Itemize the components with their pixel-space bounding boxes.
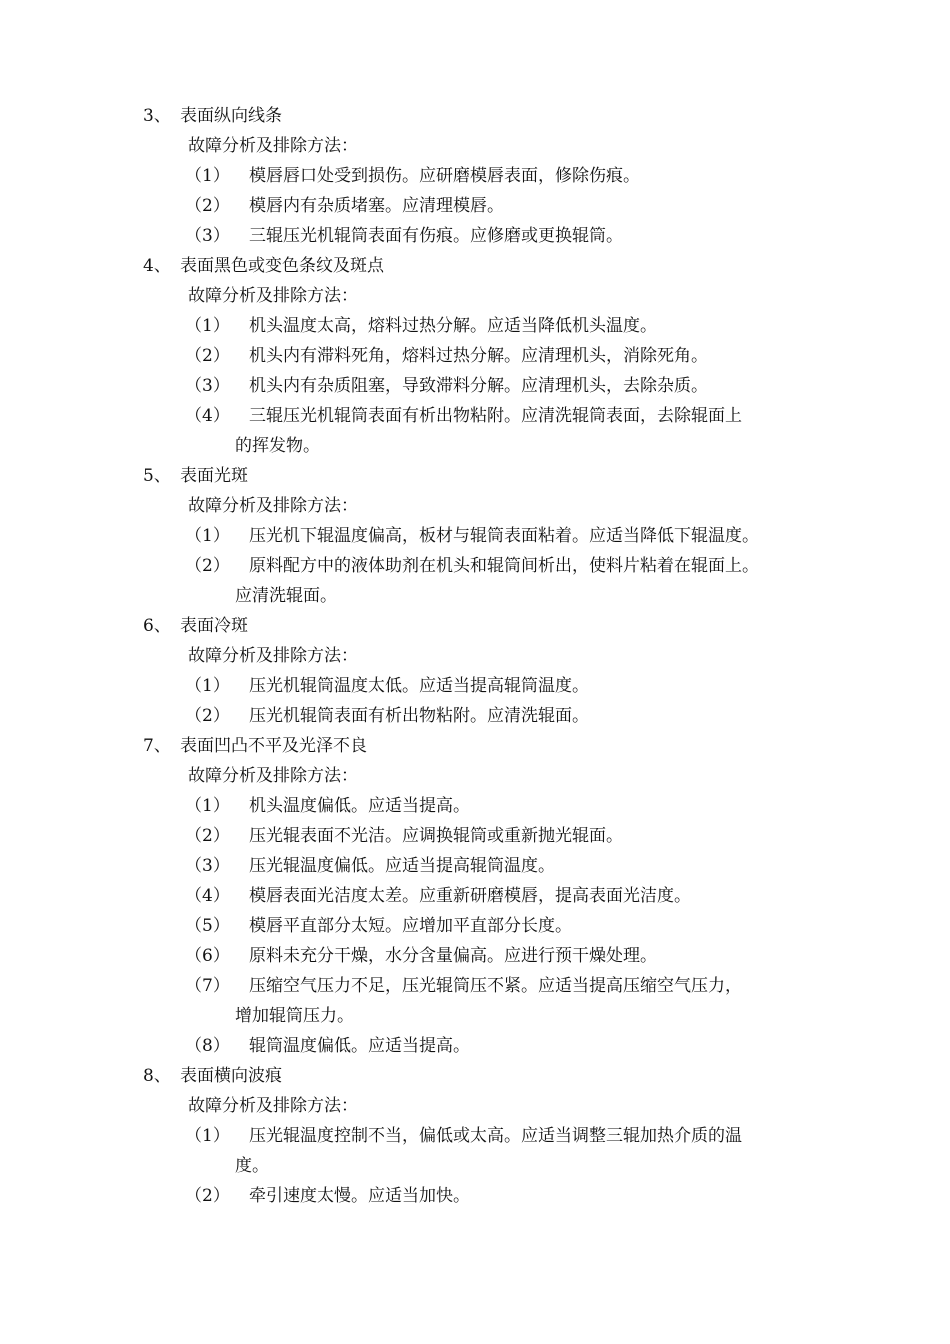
list-item-continuation: 增加辊筒压力。: [235, 1006, 354, 1026]
list-item-text: 机头内有杂质阻塞，导致滞料分解。应清理机头，去除杂质。: [249, 376, 708, 396]
list-item-number: （3）: [185, 226, 230, 246]
list-item-number: （2）: [185, 1186, 230, 1206]
list-item-number: （1）: [185, 676, 230, 696]
list-item-text: 模唇唇口处受到损伤。应研磨模唇表面，修除伤痕。: [249, 166, 640, 186]
list-item-number: （2）: [185, 196, 230, 216]
list-item: [143, 701, 823, 731]
section-heading: [143, 251, 823, 281]
list-item: [143, 401, 823, 431]
list-item-text: 压光辊温度控制不当，偏低或太高。应适当调整三辊加热介质的温: [249, 1126, 742, 1146]
section: [143, 611, 823, 731]
list-item: [143, 671, 823, 701]
section-subtitle: 故障分析及排除方法：: [188, 286, 358, 306]
section-title: 表面黑色或变色条纹及斑点: [180, 256, 384, 276]
list-item-number: （3）: [185, 856, 230, 876]
section-number: 7、: [143, 736, 171, 756]
list-item-text: 压光机辊筒表面有析出物粘附。应清洗辊面。: [249, 706, 589, 726]
section-title: 表面纵向线条: [180, 106, 282, 126]
section-heading: [143, 731, 823, 761]
list-item-continuation: 应清洗辊面。: [235, 586, 337, 606]
section-title: 表面横向波痕: [180, 1066, 282, 1086]
list-item: [143, 881, 823, 911]
section-number: 3、: [143, 106, 171, 126]
list-item-text: 压缩空气压力不足，压光辊筒压不紧。应适当提高压缩空气压力，: [249, 976, 742, 996]
section-number: 4、: [143, 256, 171, 276]
section: [143, 251, 823, 461]
list-item-text: 机头温度太高，熔料过热分解。应适当降低机头温度。: [249, 316, 657, 336]
section-heading: [143, 611, 823, 641]
section-number: 5、: [143, 466, 171, 486]
section-title: 表面冷斑: [180, 616, 248, 636]
list-item: [143, 191, 823, 221]
list-item-number: （4）: [185, 886, 230, 906]
list-item-number: （2）: [185, 826, 230, 846]
list-item: [143, 341, 823, 371]
list-item: [143, 1181, 823, 1211]
section-title: 表面光斑: [180, 466, 248, 486]
list-item-number: （1）: [185, 316, 230, 336]
list-item-text: 机头内有滞料死角，熔料过热分解。应清理机头，消除死角。: [249, 346, 708, 366]
list-item-number: （7）: [185, 976, 230, 996]
section-subtitle: 故障分析及排除方法：: [188, 766, 358, 786]
section-subtitle: 故障分析及排除方法：: [188, 496, 358, 516]
section-heading: [143, 461, 823, 491]
list-item-number: （2）: [185, 556, 230, 576]
list-item: [143, 221, 823, 251]
list-item-text: 三辊压光机辊筒表面有伤痕。应修磨或更换辊筒。: [249, 226, 623, 246]
list-item: [143, 161, 823, 191]
list-item-continuation: 度。: [235, 1156, 269, 1176]
list-item-text: 原料未充分干燥，水分含量偏高。应进行预干燥处理。: [249, 946, 657, 966]
list-item-number: （1）: [185, 526, 230, 546]
section-subtitle: 故障分析及排除方法：: [188, 646, 358, 666]
list-item-text: 三辊压光机辊筒表面有析出物粘附。应清洗辊筒表面，去除辊面上: [249, 406, 742, 426]
list-item-number: （4）: [185, 406, 230, 426]
list-item-text: 压光机辊筒温度太低。应适当提高辊筒温度。: [249, 676, 589, 696]
list-item-text: 压光机下辊温度偏高，板材与辊筒表面粘着。应适当降低下辊温度。: [249, 526, 759, 546]
section-subtitle: 故障分析及排除方法：: [188, 1096, 358, 1116]
list-item-number: （1）: [185, 796, 230, 816]
list-item: [143, 1121, 823, 1151]
list-item: [143, 1031, 823, 1061]
list-item: [143, 821, 823, 851]
list-item-number: （3）: [185, 376, 230, 396]
list-item: [143, 791, 823, 821]
list-item-text: 压光辊表面不光洁。应调换辊筒或重新抛光辊面。: [249, 826, 623, 846]
list-item: [143, 941, 823, 971]
list-item-text: 辊筒温度偏低。应适当提高。: [249, 1036, 470, 1056]
section-heading: [143, 101, 823, 131]
section: [143, 1061, 823, 1211]
document-content: [143, 101, 823, 1211]
section-number: 6、: [143, 616, 171, 636]
section-title: 表面凹凸不平及光泽不良: [180, 736, 367, 756]
list-item: [143, 521, 823, 551]
list-item-number: （2）: [185, 706, 230, 726]
list-item-text: 模唇内有杂质堵塞。应清理模唇。: [249, 196, 504, 216]
list-item-text: 原料配方中的液体助剂在机头和辊筒间析出，使料片粘着在辊面上。: [249, 556, 759, 576]
section: [143, 101, 823, 251]
list-item: [143, 911, 823, 941]
list-item: [143, 971, 823, 1001]
section: [143, 731, 823, 1061]
section: [143, 461, 823, 611]
list-item-text: 牵引速度太慢。应适当加快。: [249, 1186, 470, 1206]
list-item-number: （6）: [185, 946, 230, 966]
list-item-text: 模唇表面光洁度太差。应重新研磨模唇，提高表面光洁度。: [249, 886, 691, 906]
list-item-text: 模唇平直部分太短。应增加平直部分长度。: [249, 916, 572, 936]
section-subtitle: 故障分析及排除方法：: [188, 136, 358, 156]
list-item: [143, 551, 823, 581]
section-number: 8、: [143, 1066, 171, 1086]
list-item: [143, 311, 823, 341]
list-item-number: （1）: [185, 1126, 230, 1146]
list-item-text: 机头温度偏低。应适当提高。: [249, 796, 470, 816]
section-heading: [143, 1061, 823, 1091]
list-item-number: （1）: [185, 166, 230, 186]
list-item: [143, 851, 823, 881]
list-item-number: （8）: [185, 1036, 230, 1056]
list-item-number: （5）: [185, 916, 230, 936]
list-item-number: （2）: [185, 346, 230, 366]
list-item-continuation: 的挥发物。: [235, 436, 320, 456]
list-item-text: 压光辊温度偏低。应适当提高辊筒温度。: [249, 856, 555, 876]
list-item: [143, 371, 823, 401]
